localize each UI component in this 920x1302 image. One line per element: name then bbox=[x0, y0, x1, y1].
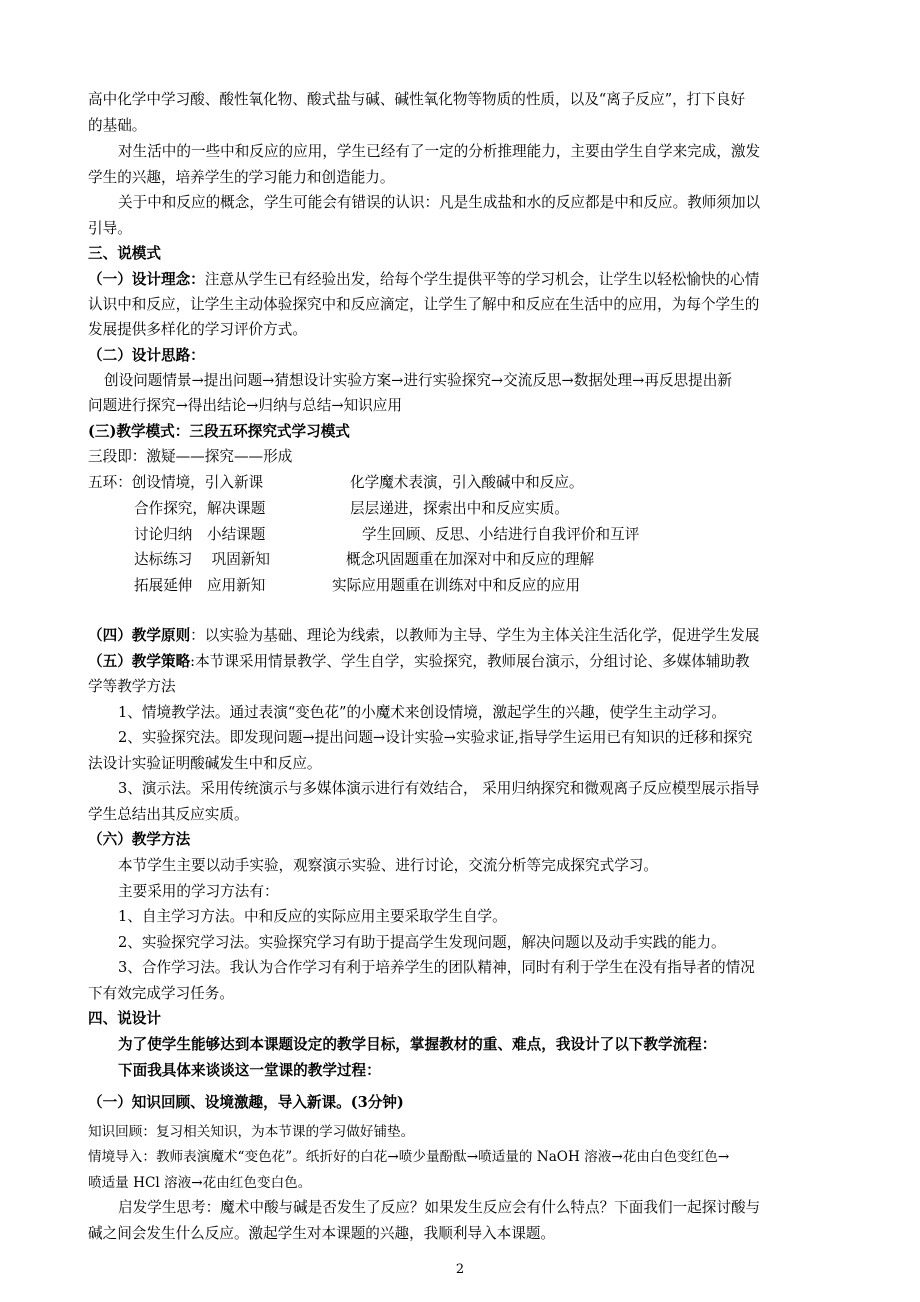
text-line: 法设计实验证明酸碱发生中和反应。 bbox=[88, 755, 322, 772]
text-line: 知识回顾：复习相关知识，为本节课的学习做好铺垫。 bbox=[88, 1124, 415, 1140]
teaching-mode-label: (三)教学模式：三段五环探究式学习模式 bbox=[88, 423, 350, 440]
text-line: 高中化学中学习酸、酸性氧化物、酸式盐与碱、碱性氧化物等物质的性质，以及“离子反应”，打下良好 bbox=[88, 91, 746, 108]
teaching-principle-line bbox=[88, 626, 759, 646]
page-number: 2 bbox=[455, 1262, 465, 1277]
text-line: 喷适量 HCl 溶液→花由红色变白色。 bbox=[88, 1175, 312, 1191]
teaching-principle-text: ：以实验为基础、理论为线索，以教师为主导、学生为主体关注生活化学，促进学生发展 bbox=[190, 627, 760, 644]
teaching-strategy-text: :本节课采用情景教学、学生自学，实验探究，教师展台演示，分组讨论、多媒体辅助教 bbox=[190, 653, 750, 670]
bold-line: 为了使学生能够达到本课题设定的教学目标，掌握教材的重、难点，我设计了以下教学流程： bbox=[118, 1036, 717, 1053]
ring-left: 达标练习 巩固新知 bbox=[134, 551, 270, 568]
text-line: 学等教学方法 bbox=[88, 678, 176, 695]
text-line: 3、合作学习法。我认为合作学习有利于培养学生的团队精神，同时有利于学生在没有指导者的情况 bbox=[118, 959, 755, 976]
teaching-strategy-line bbox=[88, 652, 750, 672]
ring-right: 实际应用题重在训练对中和反应的应用 bbox=[332, 577, 581, 594]
section-heading: 四、说设计 bbox=[88, 1010, 161, 1027]
text-line: 下有效完成学习任务。 bbox=[88, 985, 234, 1002]
design-concept-label: （一）设计理念： bbox=[88, 271, 205, 288]
text-line: 1、情境教学法。通过表演“变色花”的小魔术来创设情境，激起学生的兴趣，使学生主动学习。 bbox=[118, 704, 726, 721]
ring-right: 概念巩固题重在加深对中和反应的理解 bbox=[346, 551, 595, 568]
ring-right: 层层递进，探索出中和反应实质。 bbox=[350, 500, 569, 517]
text-line: 的基础。 bbox=[88, 117, 147, 134]
text-line: 认识中和反应，让学生主动体验探究中和反应滴定，让学生了解中和反应在生活中的应用，为每个学生的 bbox=[88, 296, 760, 313]
flow-line: 问题进行探究→得出结论→归纳与总结→知识应用 bbox=[88, 397, 402, 414]
text-line: 对生活中的一些中和反应的应用，学生已经有了一定的分析推理能力，主要由学生自学来完成，激发 bbox=[118, 143, 761, 160]
text-line: 2、实验探究学习法。实验探究学习有助于提高学生发现问题，解决问题以及动手实践的能力。 bbox=[118, 934, 726, 951]
ring-left: 创设情境，引入新课 bbox=[131, 474, 264, 491]
ring-left: 拓展延伸 应用新知 bbox=[134, 577, 266, 594]
text-line: 碱之间会发生什么反应。激起学生对本课题的兴趣，我顺利导入本课题。 bbox=[88, 1225, 556, 1242]
text-line: 2、实验探究法。即发现问题→提出问题→设计实验→实验求证,指导学生运用已有知识的迁移和探究 bbox=[118, 729, 753, 746]
ring-right: 化学魔术表演，引入酸碱中和反应。 bbox=[350, 474, 584, 491]
ring-prefix: 五环： bbox=[88, 474, 132, 491]
design-concept-line bbox=[88, 270, 759, 290]
text-line: 引导。 bbox=[88, 220, 132, 237]
teaching-principle-label: （四）教学原则 bbox=[88, 627, 191, 644]
text-line: 3、演示法。采用传统演示与多媒体演示进行有效结合， 采用归纳探究和微观离子反应模型展示指导 bbox=[118, 780, 760, 797]
text-line: 关于中和反应的概念，学生可能会有错误的认识：凡是生成盐和水的反应都是中和反应。教师须加以 bbox=[118, 194, 761, 211]
text-line: 学生的兴趣，培养学生的学习能力和创造能力。 bbox=[88, 169, 395, 186]
text-line: 本节学生主要以动手实验，观察演示实验、进行讨论，交流分析等完成探究式学习。 bbox=[118, 857, 658, 874]
teaching-method-label: （六）教学方法 bbox=[88, 831, 191, 848]
text-line: 学生总结出其反应实质。 bbox=[88, 806, 249, 823]
ring-right: 学生回顾、反思、小结进行自我评价和互评 bbox=[362, 526, 640, 543]
ring-left: 合作探究，解决课题 bbox=[134, 500, 266, 517]
text-line: 1、自主学习方法。中和反应的实际应用主要采取学生自学。 bbox=[118, 908, 507, 925]
bold-line: 下面我具体来谈谈这一堂课的教学过程： bbox=[118, 1062, 381, 1079]
design-idea-label: （二）设计思路： bbox=[88, 347, 205, 364]
text-line: 情境导入：教师表演魔术“变色花”。纸折好的白花→喷少量酚酞→喷适量的 NaOH 溶液→花由白色变红色→ bbox=[88, 1149, 730, 1165]
flow-line: 创设问题情景→提出问题→猜想设计实验方案→进行实验探究→交流反思→数据处理→再反思提出新 bbox=[104, 372, 732, 389]
subsection-heading: （一）知识回顾、设境激趣，导入新课。(3分钟) bbox=[88, 1094, 404, 1111]
ring-left: 讨论归纳 小结课题 bbox=[134, 526, 266, 543]
ring-row bbox=[88, 473, 263, 493]
three-stages-line: 三段即：激疑——探究——形成 bbox=[88, 448, 293, 465]
design-concept-text: 注意从学生已有经验出发，给每个学生提供平等的学习机会，让学生以轻松愉快的心情 bbox=[204, 271, 760, 288]
text-line: 发展提供多样化的学习评价方式。 bbox=[88, 321, 307, 338]
text-line: 启发学生思考：魔术中酸与碱是否发生了反应？如果发生反应会有什么特点？下面我们一起探讨酸与 bbox=[118, 1199, 761, 1216]
text-line: 主要采用的学习方法有： bbox=[118, 883, 279, 900]
teaching-strategy-label: （五）教学策略 bbox=[88, 653, 191, 670]
section-heading: 三、说模式 bbox=[88, 245, 161, 262]
